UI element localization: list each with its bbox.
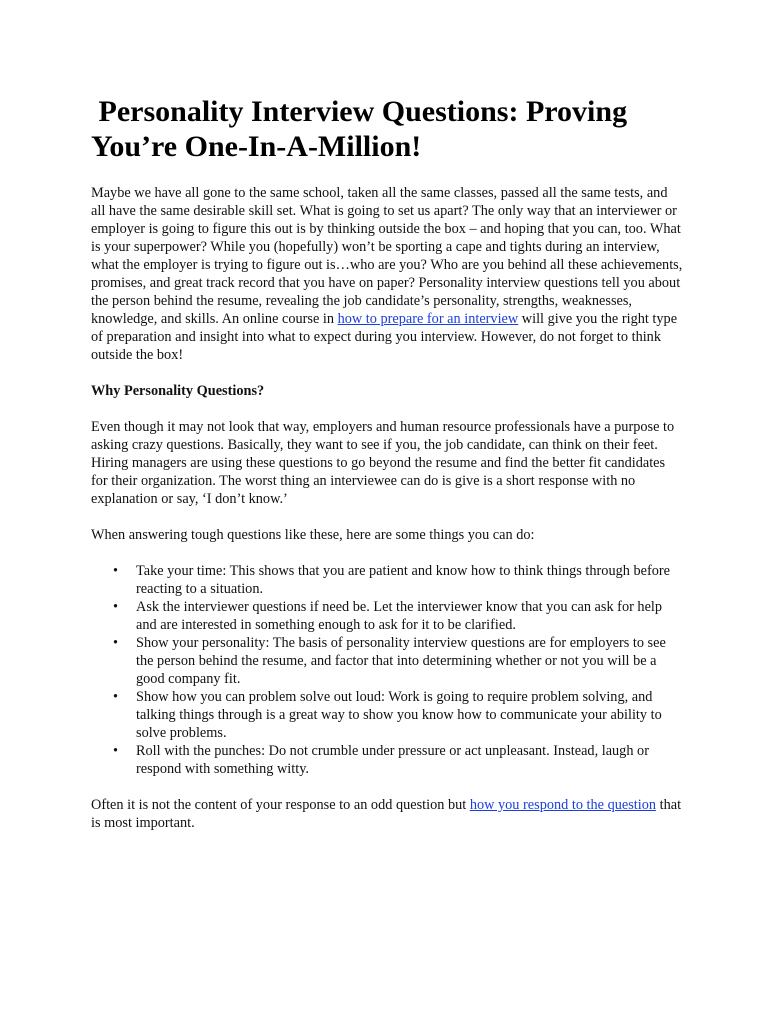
section-heading: Why Personality Questions? xyxy=(91,383,265,399)
document-page xyxy=(91,94,683,850)
intro-text-end: will give you the right type of preparation and insight into what to expect during you interview. However, do not forget to think outside the box! xyxy=(91,311,678,363)
closing-text-end: that is most important. xyxy=(91,797,682,831)
list-item-text: Show your personality: The basis of personality interview questions are for employers to see the person behind the resume, and factor that into determining whether or not you will be a good company fit. xyxy=(136,635,666,687)
closing-text-start: Often it is not the content of your response to an odd question but xyxy=(91,797,470,813)
intro-paragraph xyxy=(91,184,683,364)
why-paragraph: Even though it may not look that way, employers and human resource professionals have a purpose to asking crazy questions. Basically, they want to see if you, the job candidate, can think on their feet. Hiring managers are using these questions to go beyond the resume and find the better fit candidates for their organization. The worst thing an interviewee can do is give is a short response with no explanation or say, ‘I don’t know.’ xyxy=(91,419,675,507)
list-item-text: Ask the interviewer questions if need be. Let the interviewer know that you can ask for help and are interested in something enough to ask for it to be clarified. xyxy=(136,599,663,633)
intro-text-start: Maybe we have all gone to the same school, taken all the same classes, passed all the same tests, and all have the same desirable skill set. What is going to set us apart? The only way that an interviewer or employer is going to figure this out is by thinking outside the box – and hoping that you can, too. What is your superpower? While you (hopefully) won’t be sporting a cape and tights during an interview, what the employer is trying to figure out is…who are you? Who are you behind all these achievements, promises, and great track record that you have on paper? Personality interview questions tell you about the person behind the resume, revealing the job candidate’s personality, strengths, weaknesses, knowledge, and skills. An online course in xyxy=(91,185,683,327)
bullet-icon: • xyxy=(113,599,119,615)
list-item xyxy=(113,598,683,634)
prepare-interview-link[interactable]: how to prepare for an interview xyxy=(337,311,519,327)
closing-paragraph xyxy=(91,796,683,832)
list-item-text: Take your time: This shows that you are patient and know how to think things through before reacting to a situation. xyxy=(136,563,670,597)
tips-list xyxy=(91,562,683,778)
list-item xyxy=(113,562,683,598)
tips-intro-paragraph: When answering tough questions like these, here are some things you can do: xyxy=(91,527,535,543)
respond-question-link[interactable]: how you respond to the question xyxy=(469,797,657,813)
document-title: Personality Interview Questions: Proving You’re One-In-A-Million! xyxy=(91,95,634,163)
bullet-icon: • xyxy=(113,743,119,759)
bullet-icon: • xyxy=(113,635,119,651)
bullet-icon: • xyxy=(113,689,119,705)
list-item xyxy=(113,634,683,688)
list-item-text: Show how you can problem solve out loud: Work is going to require problem solving, and talking things through is a great way to show you know how to communicate your ability to solve problems. xyxy=(136,689,662,741)
list-item xyxy=(113,742,683,778)
list-item xyxy=(113,688,683,742)
list-item-text: Roll with the punches: Do not crumble under pressure or act unpleasant. Instead, laugh or respond with something witty. xyxy=(136,743,649,777)
bullet-icon: • xyxy=(113,563,119,579)
